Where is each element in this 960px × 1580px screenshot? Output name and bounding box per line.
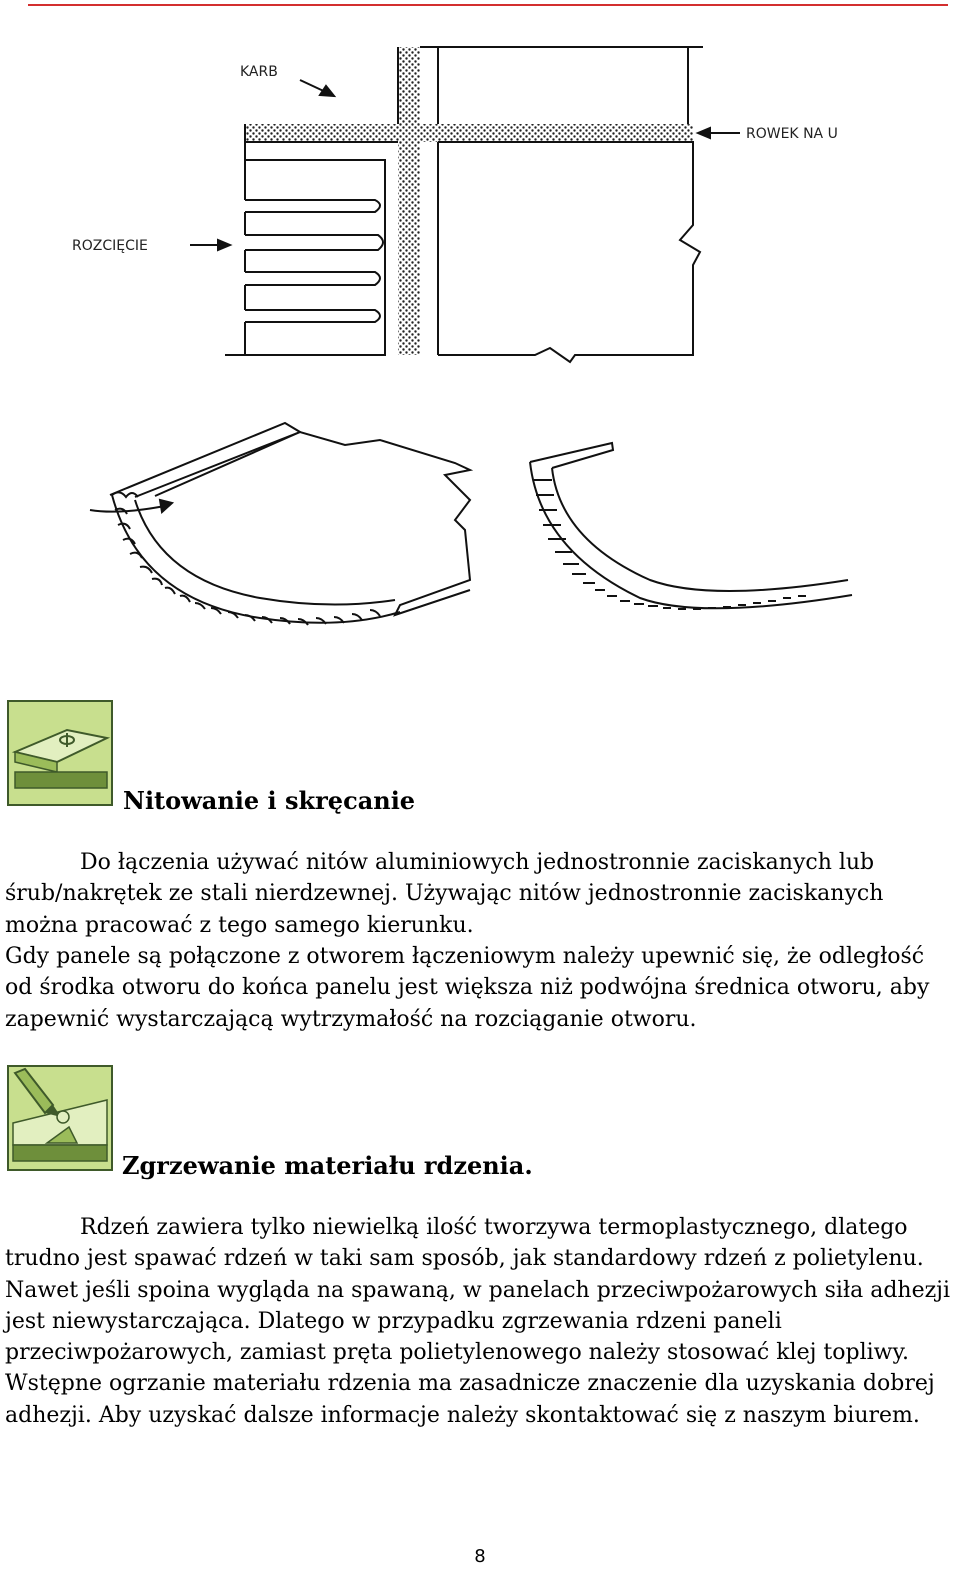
bent-panel-left (90, 423, 470, 625)
welding-icon (7, 1065, 113, 1171)
technical-figure (0, 0, 960, 650)
section-title-welding: Zgrzewanie materiału rdzenia. (122, 1151, 533, 1180)
paragraph-riveting-1: Do łączenia używać nitów aluminiowych jednostronnie zaciskanych lub śrub/nakrętek ze stali nierdzewnej. Używając nitów jednostronnie zaciskanych można pracować z tego samego kierunku. (5, 850, 884, 938)
label-rozciecie: ROZCIĘCIE (72, 238, 148, 254)
groove-cross-section (190, 47, 740, 362)
paragraph-riveting-2: Gdy panele są połączone z otworem łączeniowym należy upewnić się, że odległość od środka otworu do końca panelu jest większa niż podwójna średnica otworu, aby zapewnić wystarczającą wytrzymałość na rozciąganie otworu. (5, 944, 930, 1032)
label-rowek: ROWEK NA U (746, 126, 838, 142)
paragraph-welding-1: Rdzeń zawiera tylko niewielką ilość tworzywa termoplastycznego, dlatego trudno jest spawać rdzeń w taki sam sposób, jak standardowy rdzeń z polietylenu. Nawet jeśli spoina wygląda na spawaną, w panelach przeciwpożarowych siła adhezji jest niewystarczająca. Dlatego w przypadku zgrzewania rdzeni paneli przeciwpożarowych, zamiast pręta polietylenowego należy stosować klej topliwy. Wstępne ogrzanie materiału rdzenia ma zasadnicze znaczenie dla uzyskania dobrej adhezji. Aby uzyskać dalsze informacje należy skontaktować się z naszym biurem. (5, 1215, 951, 1428)
label-karb: KARB (240, 64, 278, 80)
page-number: 8 (474, 1546, 486, 1567)
bent-panel-right (530, 443, 852, 609)
section-title-riveting: Nitowanie i skręcanie (123, 786, 416, 815)
riveting-icon (7, 700, 113, 806)
